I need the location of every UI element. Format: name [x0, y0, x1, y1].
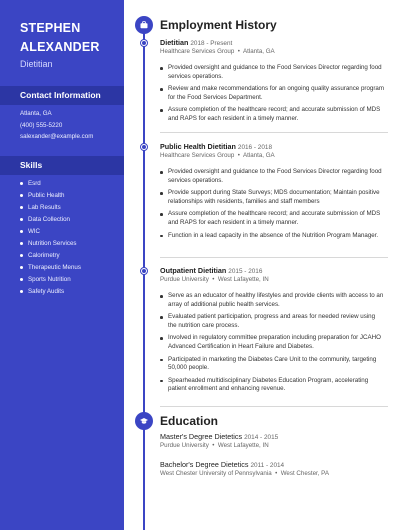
- job-org: Purdue University • West Lafayette, IN: [160, 276, 269, 283]
- edu-school: West Chester University of Pennsylvania: [160, 470, 272, 477]
- job-title: Dietitian: [160, 38, 189, 47]
- edu-degree: Master's Degree Dietetics: [160, 432, 243, 441]
- edu-header: [160, 460, 390, 469]
- briefcase-icon: [135, 16, 153, 34]
- job-title: Public Health Dietitian: [160, 142, 236, 151]
- skill-item: Lab Results: [20, 204, 61, 211]
- timeline-dot: [140, 143, 148, 151]
- list-item: Involved in regulatory committee preparation including preparation for JCAHO Advanced Certification in Heart Failure and Diabetes.: [160, 334, 385, 351]
- skills-heading: Skills: [20, 160, 43, 170]
- job-bullets: [160, 292, 385, 394]
- bullet-icon: [20, 182, 23, 185]
- edu-org: West Chester University of Pennsylvania • West Chester, PA: [160, 470, 329, 477]
- skill-item: Sports Nutrition: [20, 276, 71, 283]
- graduation-cap-icon: [135, 412, 153, 430]
- job-dates: 2016 - 2018: [237, 144, 273, 151]
- list-item: Provide support during State Surveys; MDS documentation; Maintain positive relationships with residents, families and staff members: [160, 189, 385, 206]
- job-header: [160, 266, 385, 275]
- skill-item: Esrd: [20, 180, 41, 187]
- edu-header: [160, 432, 390, 441]
- job-entry: [160, 38, 385, 128]
- divider: [160, 406, 388, 407]
- education-entry: [160, 460, 390, 477]
- employment-heading: Employment History: [160, 18, 277, 32]
- job-entry: [160, 266, 385, 398]
- skill-item: Therapeutic Menus: [20, 264, 81, 271]
- job-title: Dietitian: [20, 59, 53, 69]
- timeline-dot: [140, 39, 148, 47]
- skill-item: Nutrition Services: [20, 240, 77, 247]
- bullet-icon: [20, 278, 23, 281]
- timeline-dot: [140, 267, 148, 275]
- contact-location: Atlanta, GA: [20, 110, 52, 117]
- job-header: [160, 38, 385, 47]
- edu-location: West Chester, PA: [280, 470, 329, 477]
- contact-phone: (400) 555-5220: [20, 122, 63, 129]
- bullet-icon: [20, 266, 23, 269]
- job-title: Outpatient Dietitian: [160, 266, 227, 275]
- list-item: Evaluated patient participation, progress and areas for needed review using the nutrition care process.: [160, 313, 385, 330]
- bullet-icon: [20, 254, 23, 257]
- education-entry: [160, 432, 390, 449]
- edu-degree: Bachelor's Degree Dietetics: [160, 460, 249, 469]
- name-last: ALEXANDER: [20, 40, 100, 54]
- edu-location: West Lafayette, IN: [217, 442, 269, 449]
- job-org: Healthcare Services Group • Atlanta, GA: [160, 48, 275, 55]
- job-bullets: [160, 64, 385, 124]
- edu-org: Purdue University • West Lafayette, IN: [160, 442, 269, 449]
- bullet-icon: [20, 194, 23, 197]
- job-dates: 2018 - Present: [190, 40, 233, 47]
- job-location: Atlanta, GA: [243, 48, 275, 55]
- skill-item: WIC: [20, 228, 40, 235]
- sidebar: [0, 0, 124, 530]
- skills-band: [0, 156, 124, 175]
- list-item: Review and make recommendations for an ongoing quality assurance program for the Food Services Department.: [160, 85, 385, 102]
- job-header: [160, 142, 385, 151]
- job-entry: [160, 142, 385, 244]
- job-location: West Lafayette, IN: [217, 276, 269, 283]
- list-item: Participated in marketing the Diabetes Care Unit to the community, targeting 50,000 people.: [160, 356, 385, 373]
- list-item: Assure completion of the healthcare record; and accurate submission of MDS and RAPS for each resident in a timely manner.: [160, 106, 385, 123]
- name-first: STEPHEN: [20, 21, 81, 35]
- list-item: Function in a lead capacity in the absence of the Nutrition Program Manager.: [160, 232, 385, 241]
- candidate-name: [20, 19, 120, 57]
- bullet-icon: [20, 230, 23, 233]
- divider: [160, 257, 388, 258]
- edu-dates: 2014 - 2015: [244, 434, 279, 441]
- list-item: Spearheaded multidisciplinary Diabetes Education Program, accelerating patient enrollment and enhancing revenue.: [160, 377, 385, 394]
- job-employer: Healthcare Services Group: [160, 48, 235, 55]
- list-item: Provided oversight and guidance to the Food Services Director regarding food services operations.: [160, 64, 385, 81]
- contact-band: [0, 86, 124, 105]
- job-bullets: [160, 168, 385, 240]
- job-org: Healthcare Services Group • Atlanta, GA: [160, 152, 275, 159]
- job-dates: 2015 - 2016: [228, 268, 263, 275]
- contact-heading: Contact Information: [20, 90, 101, 100]
- edu-school: Purdue University: [160, 442, 209, 449]
- skill-item: Safety Audits: [20, 288, 64, 295]
- edu-dates: 2011 - 2014: [250, 462, 285, 469]
- list-item: Assure completion of the healthcare record; and accurate submission of MDS and RAPS for each resident in a timely manner.: [160, 210, 385, 227]
- list-item: Provided oversight and guidance to the Food Services Director regarding food services operations.: [160, 168, 385, 185]
- bullet-icon: [20, 290, 23, 293]
- bullet-icon: [20, 242, 23, 245]
- divider: [160, 132, 388, 133]
- skill-item: Public Health: [20, 192, 64, 199]
- list-item: Serve as an educator of healthy lifestyles and provide clients with access to an array of additional public health services.: [160, 292, 385, 309]
- bullet-icon: [20, 206, 23, 209]
- job-location: Atlanta, GA: [243, 152, 275, 159]
- job-employer: Healthcare Services Group: [160, 152, 235, 159]
- contact-email: salexander@example.com: [20, 133, 94, 140]
- bullet-icon: [20, 218, 23, 221]
- skill-item: Calorimetry: [20, 252, 60, 259]
- skill-item: Data Collection: [20, 216, 70, 223]
- education-heading: Education: [160, 414, 219, 428]
- job-employer: Purdue University: [160, 276, 209, 283]
